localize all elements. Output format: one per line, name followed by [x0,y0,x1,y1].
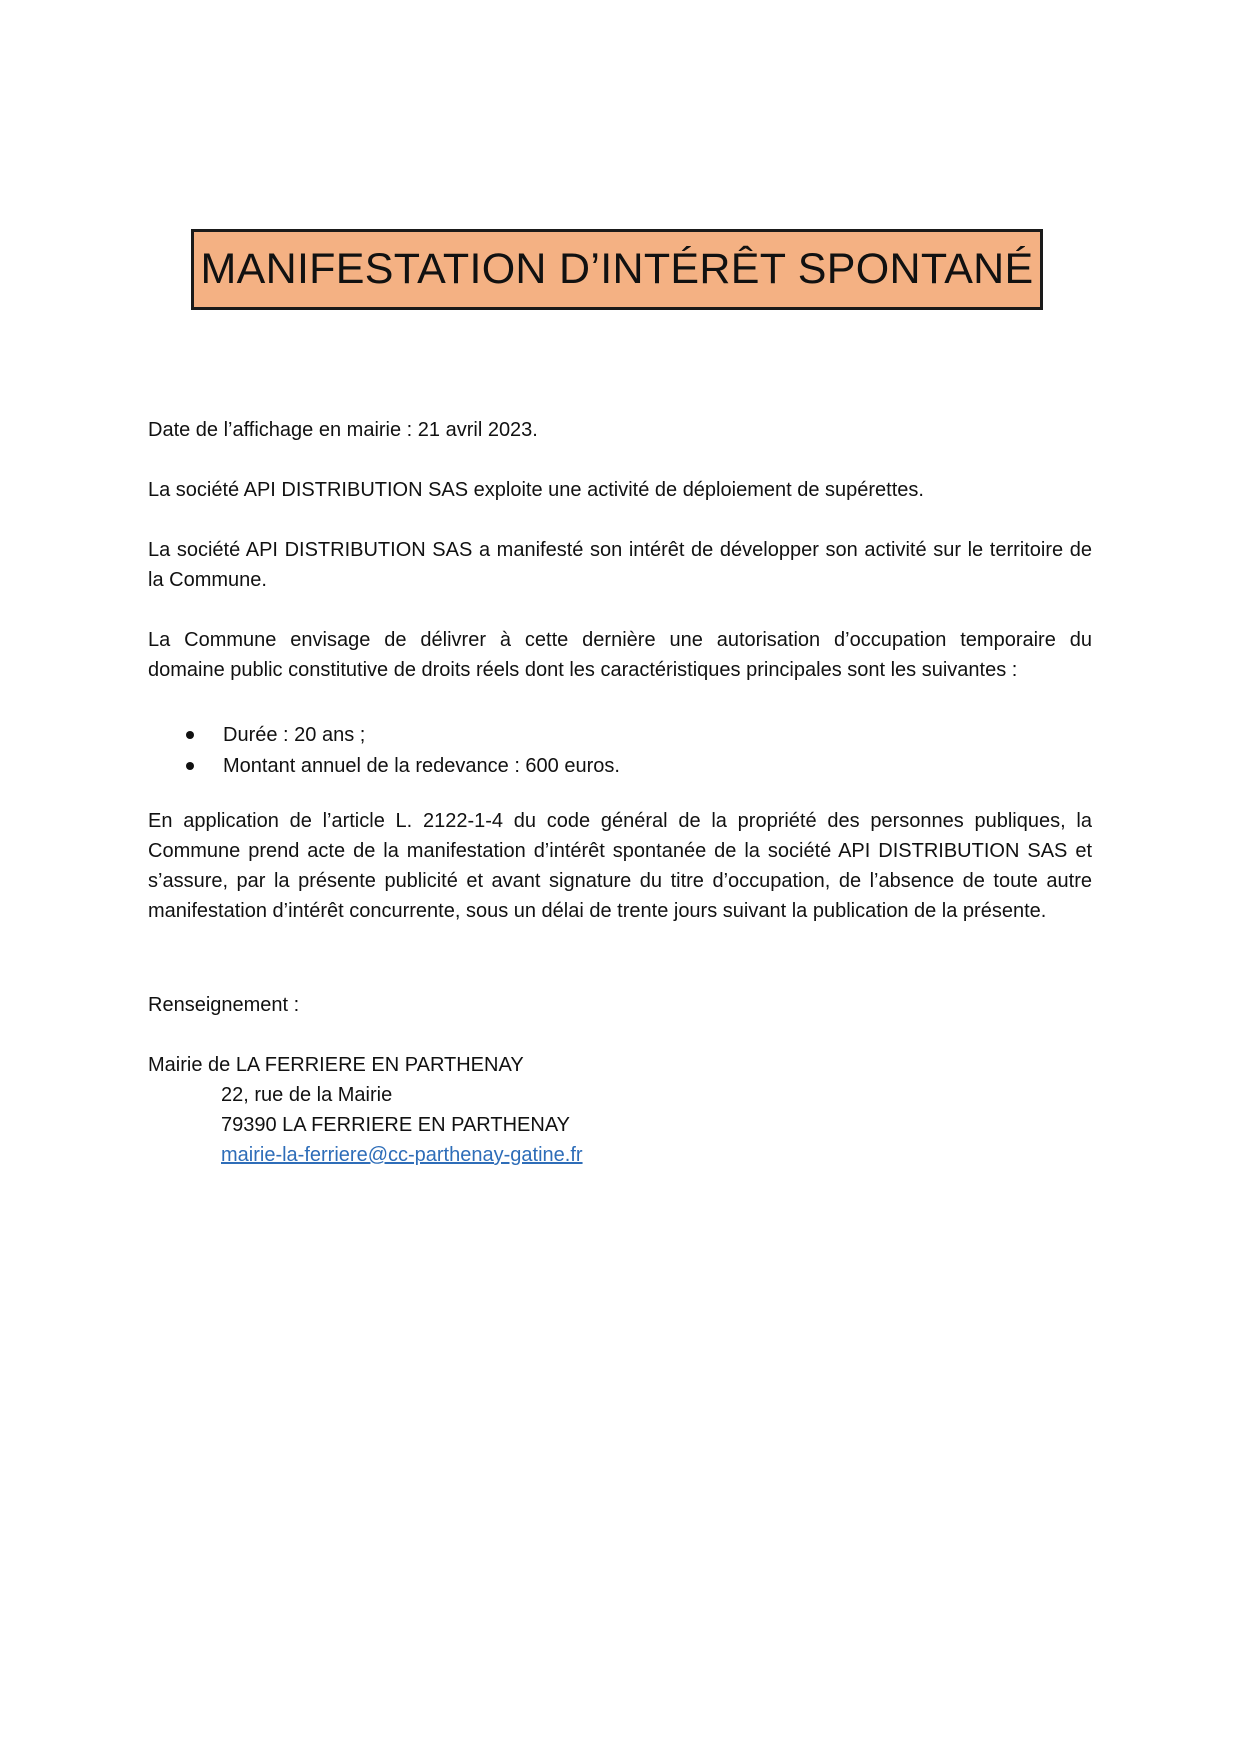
paragraph-authorization-line-1: La Commune envisage de délivrer à cette dernière une autorisation d’occupation temporaire du [148,629,1092,651]
paragraph-authorization [148,625,1092,685]
list-item [148,720,1092,751]
paragraph-authorization-line-2: domaine public constitutive de droits réels dont les caractéristiques principales sont les suivantes : [148,659,1018,681]
paragraph-interest-line-1: La société API DISTRIBUTION SAS a manifesté son intérêt de développer son activité sur le territoire de [148,539,1092,561]
posting-date: Date de l’affichage en mairie : 21 avril 2023. [148,419,538,441]
paragraph-interest-line-2: la Commune. [148,569,267,591]
address-name: Mairie de LA FERRIERE EN PARTHENAY [148,1054,524,1076]
paragraph-activity: La société API DISTRIBUTION SAS exploite une activité de déploiement de supérettes. [148,479,924,501]
paragraph-interest [148,535,1092,595]
info-label: Renseignement : [148,994,300,1016]
list-item-text: Montant annuel de la redevance : 600 euros. [223,755,620,777]
page-title: MANIFESTATION D’INTÉRÊT SPONTANÉ [200,245,1034,293]
address-street: 22, rue de la Mairie [221,1084,393,1106]
title-box [191,229,1043,310]
list-item-text: Durée : 20 ans ; [223,724,366,746]
paragraph-application-line-3: s’assure, par la présente publicité et avant signature du titre d’occupation, de l’absence de toute autre [148,870,1092,892]
bullet-icon [186,762,194,770]
paragraph-application-line-1: En application de l’article L. 2122-1-4 du code général de la propriété des personnes publiques, la [148,810,1092,832]
paragraph-application-line-2: Commune prend acte de la manifestation d’intérêt spontanée de la société API DISTRIBUTION SAS et [148,840,1092,862]
contact-address [148,1050,583,1170]
paragraph-application-line-4: manifestation d’intérêt concurrente, sous un délai de trente jours suivant la publication de la présente. [148,900,1047,922]
list-item [148,751,1092,782]
paragraph-application [148,806,1092,926]
characteristics-list [148,720,1092,782]
email-link[interactable]: mairie-la-ferriere@cc-parthenay-gatine.fr [221,1144,583,1166]
bullet-icon [186,731,194,739]
address-city: 79390 LA FERRIERE EN PARTHENAY [221,1114,571,1136]
